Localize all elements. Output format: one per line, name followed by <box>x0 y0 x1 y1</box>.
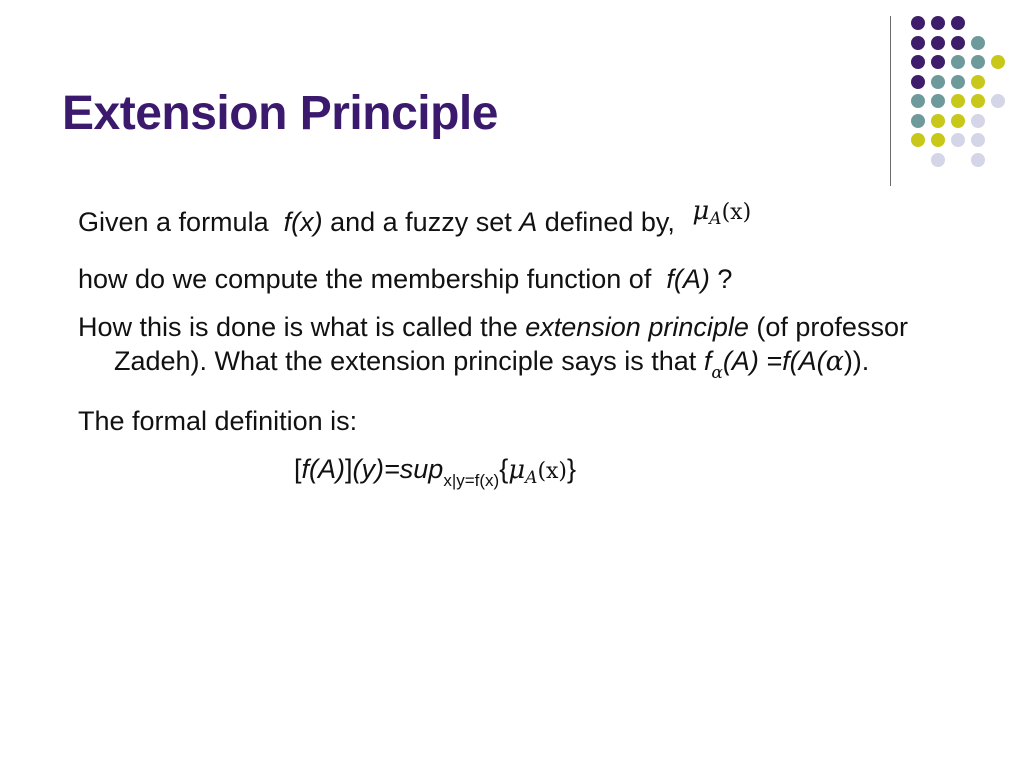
decor-dot <box>971 55 985 69</box>
decor-dot <box>971 75 985 89</box>
decor-dot <box>911 114 925 128</box>
decor-dot <box>951 133 965 147</box>
formal-definition-formula: [f(A)](y)=sup$_{x|y=f(x)}${μA(x)} <box>294 454 577 490</box>
decor-dot <box>931 55 945 69</box>
decor-dot <box>971 36 985 50</box>
decor-dot <box>911 94 925 108</box>
membership-function-mu-a: μA(x) <box>692 196 752 229</box>
slide-body <box>78 196 998 512</box>
decor-dot <box>931 94 945 108</box>
decor-dot <box>971 94 985 108</box>
decor-dot <box>991 94 1005 108</box>
decor-dot <box>911 55 925 69</box>
decor-dot <box>971 153 985 167</box>
bullet-formal-definition: The formal definition is: <box>78 406 358 436</box>
decor-dot <box>911 36 925 50</box>
decor-dot <box>911 16 925 30</box>
slide-title: Extension Principle <box>62 87 498 140</box>
decor-dot <box>931 75 945 89</box>
decor-dot <box>951 114 965 128</box>
decor-dot <box>951 55 965 69</box>
bullet-given-formula: Given a formula f(x) and a fuzzy set A defined by, μA(x) <box>78 196 752 237</box>
decor-dot <box>951 75 965 89</box>
decor-dot <box>931 114 945 128</box>
decor-dot <box>931 16 945 30</box>
decor-dot <box>911 133 925 147</box>
decor-dot <box>911 75 925 89</box>
bullet-how-compute: how do we compute the membership function of f(A) ? <box>78 264 733 294</box>
decor-dot <box>931 133 945 147</box>
decor-dot <box>951 16 965 30</box>
decor-dot <box>991 55 1005 69</box>
bullet-extension-principle: How this is done is what is called the extension principle (of professor Zadeh). What the extension principle says is that $f_\alpha(A) =f(A(\alpha))$. <box>78 312 908 383</box>
decor-dot <box>971 133 985 147</box>
decor-dot <box>951 94 965 108</box>
decor-dot <box>931 36 945 50</box>
decor-dot <box>971 114 985 128</box>
decor-dot <box>931 153 945 167</box>
divider-line <box>890 16 891 186</box>
decor-dot <box>951 36 965 50</box>
